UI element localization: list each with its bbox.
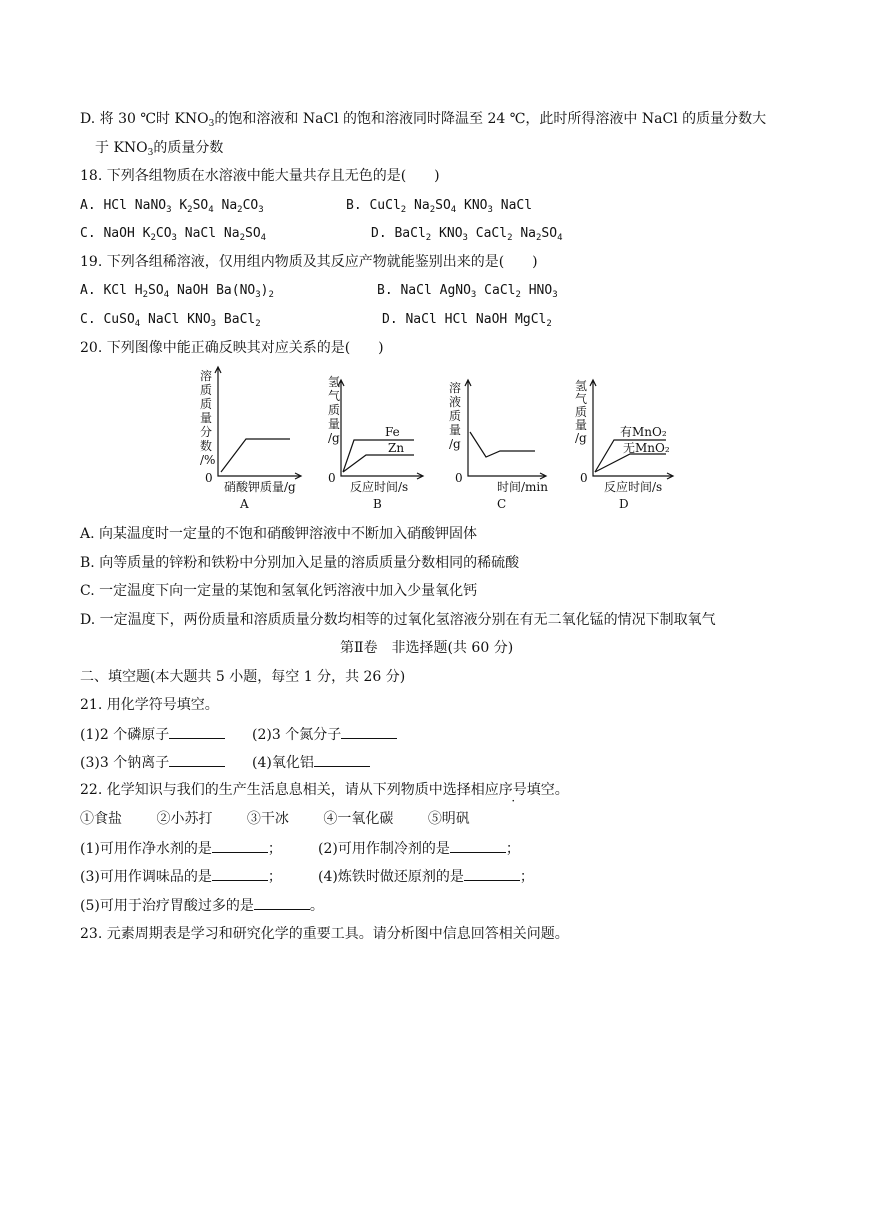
- q18-stem: 18. 下列各组物质在水溶液中能大量共存且无色的是( ): [80, 168, 440, 184]
- graph-d-series-without: 无MnO₂: [623, 441, 670, 455]
- graph-a: [200, 367, 301, 511]
- q17-option-d-line2: 于 $KNO_3$的质量分数: [95, 140, 224, 158]
- choice: ②小苏打: [156, 811, 213, 827]
- q22-item-1: (1)可用作净水剂的是 ；: [80, 838, 282, 859]
- graph-b-series-zn: Zn: [388, 441, 405, 455]
- q22-choices: [80, 809, 470, 829]
- q21-item-3: (3)3 个钠离子: [80, 752, 225, 773]
- q20-option-c: C. 一定温度下向一定量的某饱和氢氧化钙溶液中加入少量氧化钙: [80, 583, 478, 599]
- graph-d-letter: D: [619, 497, 629, 511]
- ylabel-char: 氢: [575, 379, 588, 393]
- section2-heading: 二、填空题(本大题共 5 小题，每空 1 分，共 26 分): [80, 669, 406, 685]
- answer-blank[interactable]: [450, 838, 506, 853]
- graph-a-origin: 0: [205, 471, 213, 485]
- graph-a-xlabel: 硝酸钾质量/g: [224, 480, 296, 494]
- answer-blank[interactable]: [464, 866, 520, 881]
- ylabel-char: /g: [575, 431, 587, 445]
- graph-c-letter: C: [497, 497, 507, 511]
- graph-c-axes: [468, 381, 545, 476]
- q17-option-d-line1: D. 将 30 ℃时 $KNO_3$的饱和溶液和 NaCl 的饱和溶液同时降温至 24 ℃，此时所得溶液中 NaCl 的质量分数大: [80, 111, 767, 129]
- q19-option-d: D. NaCl HCl NaOH MgCl$_2$: [382, 312, 552, 329]
- graph-b-origin: 0: [328, 471, 336, 485]
- q22-stem: 22. 化学知识与我们的生产生活息息相关，请从下列物质中选择相应序号填空。: [80, 782, 569, 798]
- q20-option-d: D. 一定温度下，两份质量和溶质质量分数均相等的过氧化氢溶液分别在有无二氧化锰的情况下制取氧气: [80, 612, 716, 628]
- ylabel-char: /g: [328, 431, 340, 445]
- q21-item-4: (4)氧化铝: [252, 752, 370, 773]
- answer-blank[interactable]: [254, 895, 310, 910]
- graph-c: [449, 380, 548, 511]
- answer-blank[interactable]: [169, 724, 225, 739]
- graph-b-series-fe: Fe: [385, 425, 400, 439]
- graph-b-curve-zn: [343, 455, 414, 472]
- q19-option-c: C. CuSO$_4$ NaCl $KNO_3$ BaCl$_2$: [80, 312, 261, 329]
- graph-c-curve: [470, 432, 535, 457]
- graph-d-curve-without: [595, 454, 666, 472]
- answer-blank[interactable]: [169, 752, 225, 767]
- graph-d-xlabel: 反应时间/s: [604, 480, 663, 494]
- ylabel-char: 质: [328, 403, 341, 417]
- ylabel-char: 数: [200, 439, 213, 453]
- q21-item-2: (2)3 个氮分子: [252, 724, 397, 745]
- graph-d-series-with: 有MnO₂: [620, 425, 667, 439]
- answer-blank[interactable]: [212, 838, 268, 853]
- q22-item-5: (5)可用于治疗胃酸过多的是 。: [80, 895, 324, 916]
- ylabel-char: 质: [449, 409, 462, 423]
- q18-option-b: B. CuCl$_2$ $Na_2SO_4$ $KNO_3$ NaCl: [346, 198, 533, 215]
- ylabel-char: 气: [575, 392, 588, 406]
- ylabel-char: /%: [200, 453, 216, 467]
- q21-item-1: (1)2 个磷原子: [80, 724, 225, 745]
- answer-blank[interactable]: [212, 866, 268, 881]
- answer-blank[interactable]: [314, 752, 370, 767]
- ylabel-char: 质: [200, 397, 213, 411]
- q22-item-3: (3)可用作调味品的是 ；: [80, 866, 282, 887]
- graph-a-letter: A: [240, 497, 249, 511]
- q22-item-2: (2)可用作制冷剂的是 ；: [318, 838, 520, 859]
- ylabel-char: /g: [449, 437, 461, 451]
- q20-stem: 20. 下列图像中能正确反映其对应关系的是( ): [80, 340, 384, 356]
- q22-item-4: (4)炼铁时做还原剂的是 ；: [318, 866, 534, 887]
- q20-graphs: [0, 364, 869, 514]
- graph-a-ylabel: [200, 368, 215, 467]
- q19-stem: 19. 下列各组稀溶液，仅用组内物质及其反应产物就能鉴别出来的是( ): [80, 254, 538, 270]
- ylabel-char: 溶: [449, 381, 462, 395]
- q18-option-d: D. BaCl$_2$ $KNO_3$ CaCl$_2$ $Na_2SO_4$: [371, 226, 563, 243]
- q19-option-a: A. KCl $H_2SO_4$ NaOH $Ba(NO_3)_2$: [80, 283, 274, 300]
- q18-option-a: A. HCl NaNO$_3$ $K_2SO_4$ $Na_2CO_3$: [80, 198, 264, 215]
- graph-a-curve: [221, 439, 290, 472]
- q23-stem: 23. 元素周期表是学习和研究化学的重要工具。请分析图中信息回答相关问题。: [80, 926, 569, 942]
- answer-blank[interactable]: [341, 724, 397, 739]
- graph-b-letter: B: [373, 497, 382, 511]
- ylabel-char: 氢: [328, 375, 341, 389]
- choice: ⑤明矾: [427, 811, 470, 827]
- ylabel-char: 质: [575, 405, 588, 419]
- graph-c-xlabel: 时间/min: [497, 480, 548, 494]
- q20-option-b: B. 向等质量的锌粉和铁粉中分别加入足量的溶质质量分数相同的稀硫酸: [80, 555, 520, 571]
- graph-b-xlabel: 反应时间/s: [350, 480, 409, 494]
- ylabel-char: 液: [449, 395, 462, 409]
- ylabel-char: 溶: [200, 369, 213, 383]
- graph-b: [328, 375, 423, 511]
- graph-d: [575, 379, 673, 511]
- graph-b-axes: [341, 381, 422, 476]
- graph-c-origin: 0: [455, 471, 463, 485]
- q19-option-b: B. NaCl AgNO$_3$ CaCl$_2$ $HNO_3$: [377, 283, 558, 300]
- choice: ③干冰: [246, 811, 289, 827]
- graph-d-origin: 0: [580, 471, 588, 485]
- ylabel-char: 量: [449, 423, 462, 437]
- choice: ①食盐: [80, 811, 122, 827]
- part2-heading: 第Ⅱ卷 非选择题(共 60 分): [340, 640, 514, 656]
- graph-d-ylabel: [575, 379, 587, 445]
- graph-c-ylabel: [449, 380, 461, 451]
- ylabel-char: 质: [200, 383, 213, 397]
- ylabel-char: 量: [328, 417, 341, 431]
- choice: ④一氧化碳: [323, 811, 394, 827]
- ylabel-char: 气: [328, 389, 341, 403]
- ylabel-char: 量: [200, 411, 213, 425]
- ylabel-char: 分: [200, 425, 213, 439]
- q21-stem: 21. 用化学符号填空。: [80, 697, 219, 713]
- ylabel-char: 量: [575, 418, 588, 432]
- q20-option-a: A. 向某温度时一定量的不饱和硝酸钾溶液中不断加入硝酸钾固体: [80, 526, 478, 542]
- q18-option-c: C. NaOH $K_2CO_3$ NaCl $Na_2SO_4$: [80, 226, 267, 243]
